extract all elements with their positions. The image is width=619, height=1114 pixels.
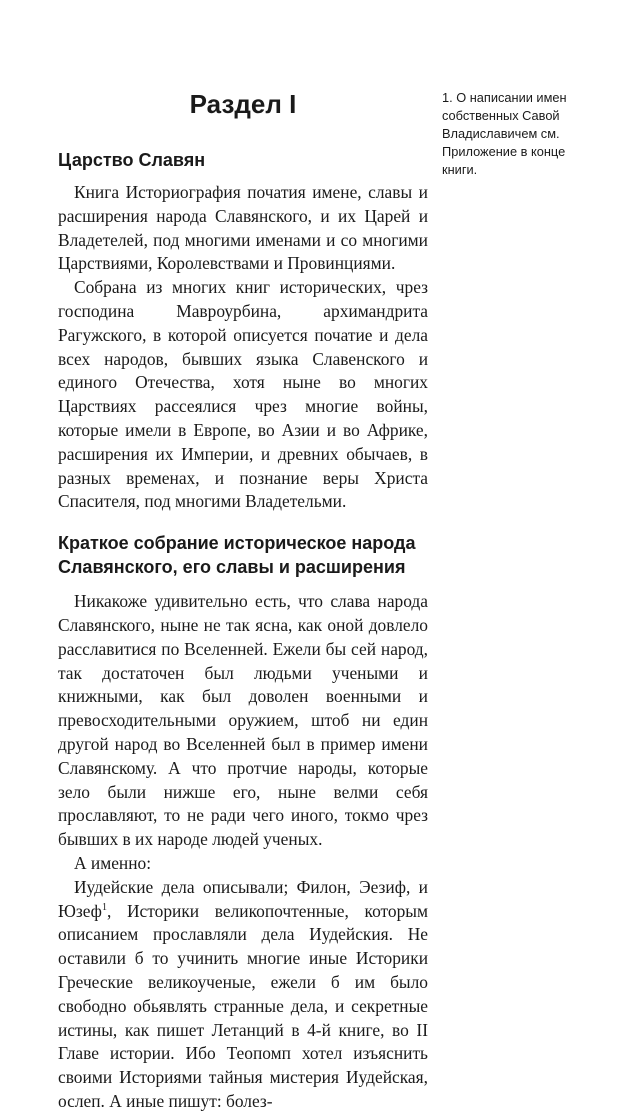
block-one	[58, 181, 428, 514]
side-footnote	[442, 89, 578, 179]
heading-kratkoe-sobranie: Краткое собрание историческое народа Славянского, его славы и расширения	[58, 533, 416, 578]
heading-tsarstvo-slavyan: Царство Славян	[58, 150, 206, 170]
paragraph: Книга Историография початия имене, славы и расширения народа Славянского, и их Царей и Владетелей, под многими именами и со многими Царствиями, Королевствами и Провинциями.	[58, 182, 428, 274]
sidenote-line: собственных Савой	[442, 108, 560, 123]
sidenote-line: книги.	[442, 162, 478, 177]
paragraph: Собрана из многих книг исторических, чрез господина Мавроурбина, архимандрита Рагужского, в которой описуется початие и дела всех народов, бывших языка Славенского и единого Отечества, хотя ныне во многих Царствиях рассеялися чрез многие войны, которые имели в Европе, во Азии и во Африке, расширения их Империи, и древних обычаев, в разных временах, и познание веры Христа Спасителя, под многими Владетельми.	[58, 277, 428, 512]
footnote-marker[interactable]: 1	[101, 901, 107, 913]
sidenote-line: Владиславичем см.	[442, 126, 560, 141]
paragraph: А именно:	[74, 852, 152, 873]
paragraph-text: Иудейские дела описывали; Филон, Эезиф, и Юзеф	[58, 876, 428, 921]
block-two	[58, 590, 428, 1114]
paragraph-text: , Историки великопочтенные, которым описанием прославляли дела Иудейския. Не оставили б то учинить многие иные Историки Греческие великоученые, ежели б им было свободно обьявлять странные дела, и секретные истины, как пишет Летанций в 4-й книге, во II Главе истории. Ибо Теопомп хотел изъяснить своими Историями тайныя мистерия Иудейская, ослеп. А иные пишут: болез-	[58, 900, 428, 1111]
paragraph: Никакоже удивительно есть, что слава народа Славянского, ныне не так ясна, как оной довлело расславитися по Вселенней. Ежели бы сей народ, так достаточен был людьми учеными и книжными, как был доволен военными и превосходительными оружием, штоб ни един другой народ во Вселенней был в пример имени Славянскому. А что протчие народы, которые зело были нижше его, ныне велми себя прославляют, то не ради чего иного, токмо чрез бывших в их народе людей ученых.	[58, 591, 428, 850]
sidenote-line: 1. О написании имен	[442, 90, 567, 105]
paragraph-with-footnote	[58, 876, 428, 1114]
section-title: Раздел I	[189, 89, 297, 119]
main-text-column	[58, 84, 428, 1114]
sidenote-line: Приложение в конце	[442, 144, 566, 159]
